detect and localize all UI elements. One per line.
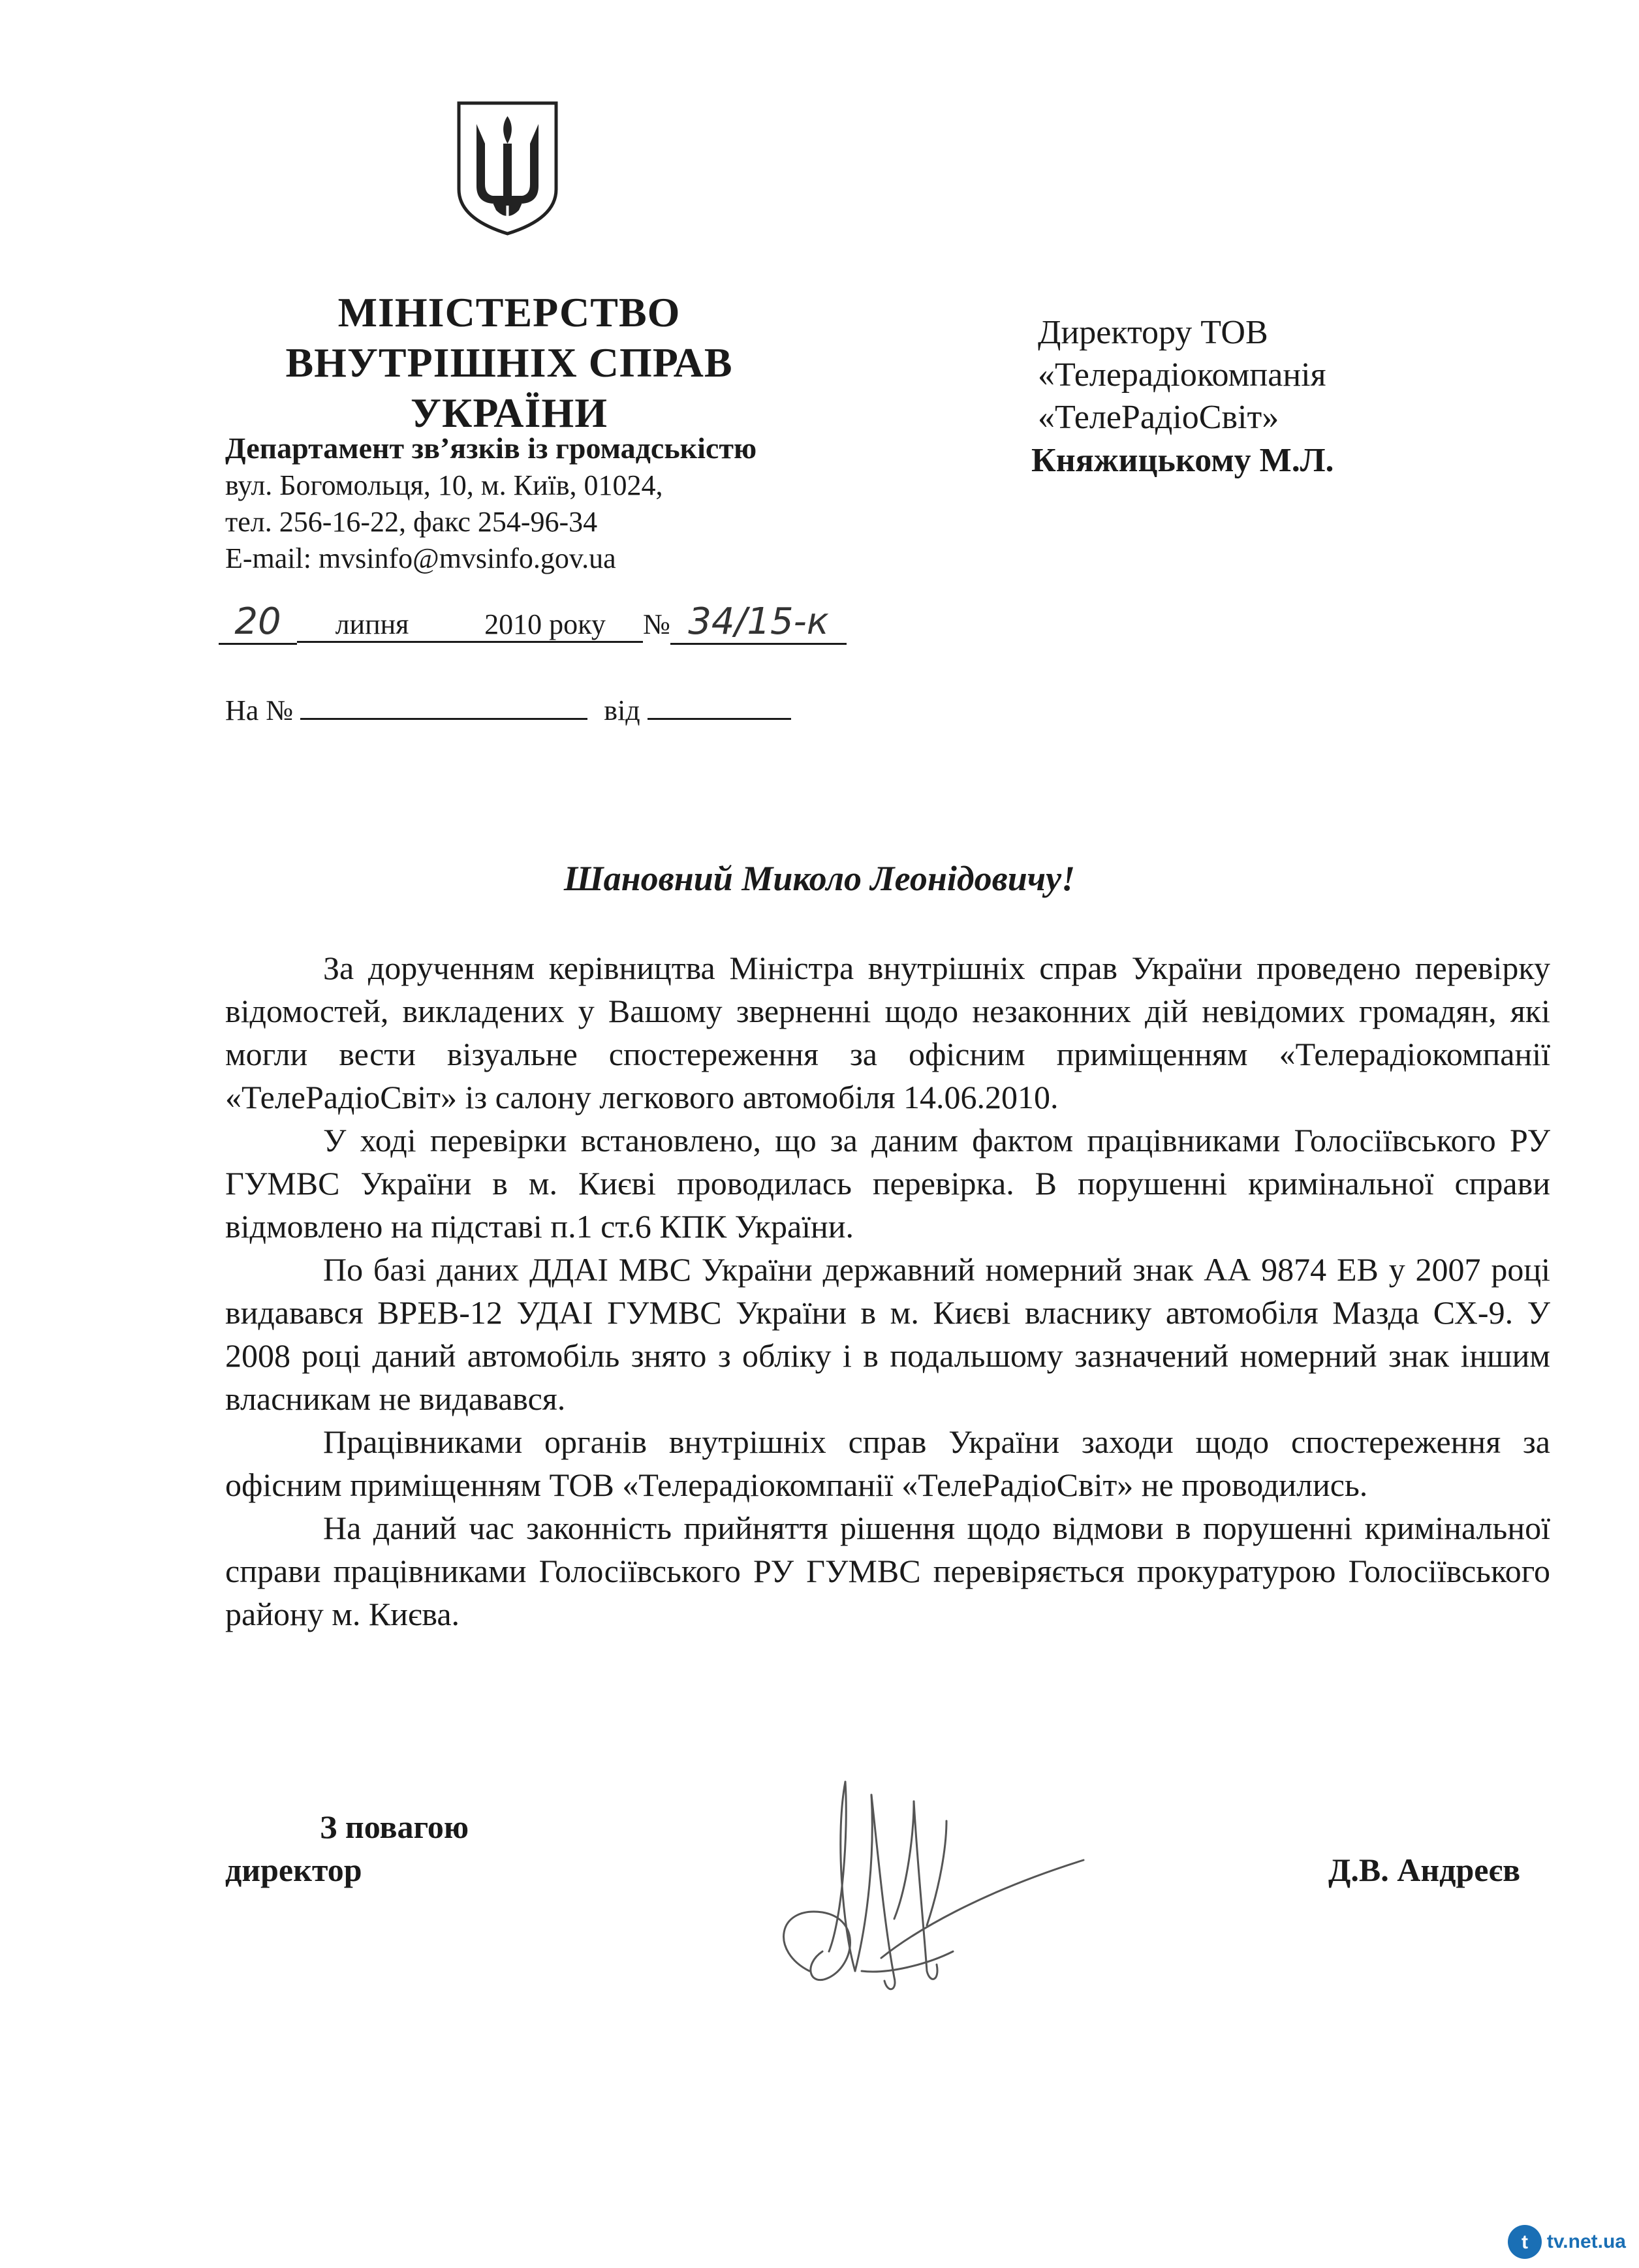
reply-number-label: На № [225, 694, 294, 726]
body-paragraph-2: У ході перевірки встановлено, що за даним фактом працівниками Голосіївського РУ ГУМВС України в м. Києві проводилась перевірка. В порушенні кримінальної справи відмовлено на підставі п.1 ст.6 КПК України. [225, 1122, 1550, 1245]
reference-day-field [219, 600, 297, 645]
closing-regards: З повагою [320, 1809, 469, 1845]
coat-of-arms-icon [454, 98, 561, 238]
body-paragraph-3: По базі даних ДДАІ МВС України державний номерний знак АА 9874 ЕВ у 2007 році видавався ВРЕВ-12 УДАІ ГУМВС України в м. Києві власнику автомобіля Мазда СХ-9. У 2008 році даний автомобіль знято з обліку і в подальшому зазначений номерний знак іншим власникам не видавався. [225, 1251, 1550, 1417]
watermark-logo-icon [1508, 2225, 1542, 2259]
department-name: Департамент зв’язків із громадськістю [225, 431, 757, 465]
body-paragraph-4: Працівниками органів внутрішніх справ України заходи щодо спостереження за офісним приміщенням ТОВ «Телерадіокомпанії «ТелеРадіоСвіт» не проводились. [225, 1423, 1550, 1503]
ministry-name-line3: УКРАЇНИ [411, 390, 608, 436]
reference-year: 2010 року [447, 608, 643, 643]
letter-body [225, 946, 1550, 1636]
reply-reference-line [225, 692, 791, 727]
reply-date-blank [648, 692, 791, 720]
signatory-position: директор [225, 1852, 362, 1888]
body-paragraph-5: На даний час законність прийняття рішення щодо відмови в порушенні кримінальної справи працівниками Голосіївського РУ ГУМВС перевіряється прокуратурою Голосіївського району м. Києва. [225, 1510, 1550, 1632]
reference-number-prefix: № [643, 608, 670, 640]
addressee-line3: «ТелеРадіоСвіт» [1038, 399, 1279, 436]
signature-image [731, 1756, 1097, 2017]
phone-fax: тел. 256-16-22, факс 254-96-34 [225, 506, 598, 538]
email: E-mail: mvsinfo@mvsinfo.gov.ua [225, 542, 616, 574]
reference-month: липня [297, 608, 447, 643]
ministry-name-line1: МІНІСТЕРСТВО [337, 289, 681, 335]
reference-day: 20 [234, 600, 281, 643]
signatory-name: Д.В. Андреєв [1328, 1852, 1521, 1888]
salutation: Шановний Миколо Леонідовичу! [563, 859, 1076, 898]
body-paragraph-1: За дорученням керівництва Міністра внутрішніх справ України проведено перевірку відомостей, викладених у Вашому зверненні щодо незаконних дій невідомих громадян, які могли вести візуальне спостереження за офісним приміщенням «Телерадіокомпанії «ТелеРадіоСвіт» із салону легкового автомобіля 14.06.2010. [225, 950, 1550, 1115]
addressee-name: Княжицькому М.Л. [1031, 442, 1334, 479]
addressee-line2: «Телерадіокомпанія [1038, 356, 1326, 394]
reply-from-label: від [604, 694, 640, 726]
reply-number-blank [300, 692, 587, 720]
reference-number-field [670, 600, 847, 645]
watermark [1508, 2222, 1626, 2261]
address: вул. Богомольця, 10, м. Київ, 01024, [225, 469, 663, 501]
reference-line [219, 600, 847, 645]
ministry-name-line2: ВНУТРІШНІХ СПРАВ [285, 339, 733, 386]
watermark-text: tv.net.ua [1546, 2231, 1626, 2252]
reference-number: 34/15-к [688, 600, 829, 643]
svg-text:t: t [1521, 2231, 1528, 2253]
addressee-line1: Директору ТОВ [1038, 314, 1268, 351]
